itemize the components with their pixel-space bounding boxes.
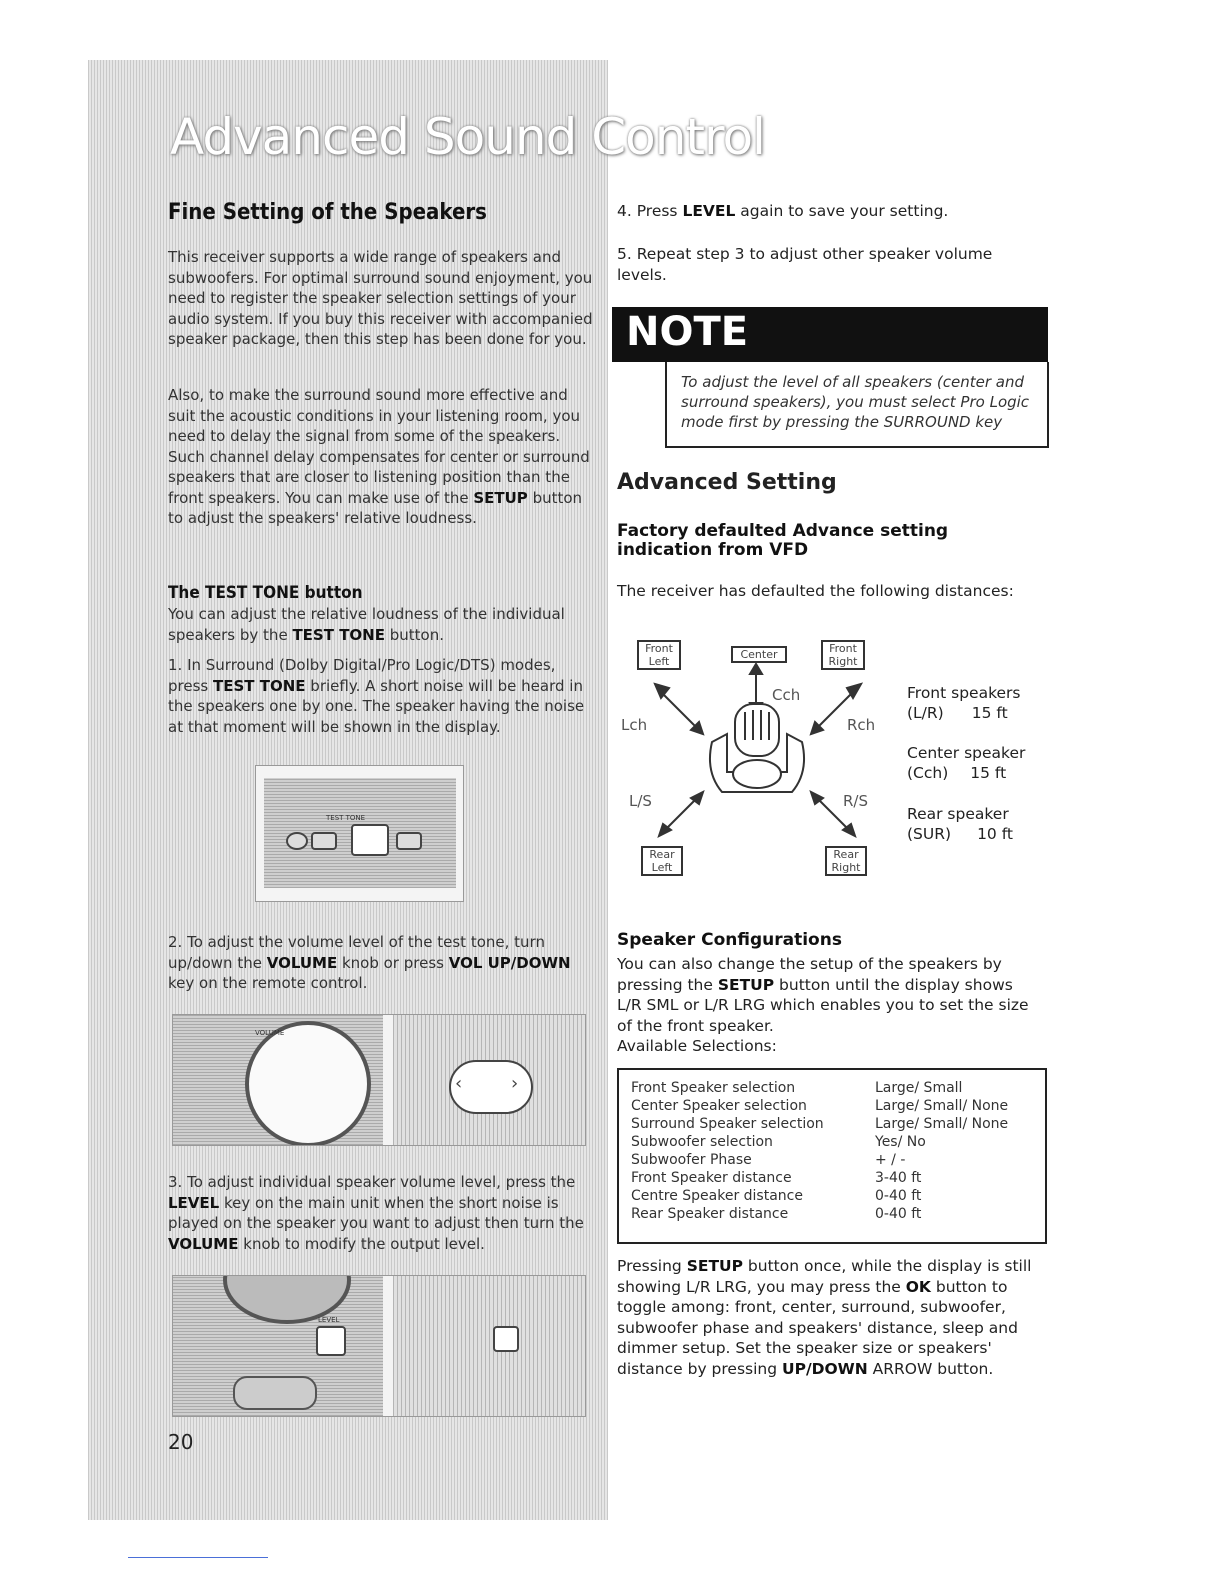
step-3: 3. To adjust individual speaker volume level, press the LEVEL key on the main unit when the short noise is played on the speaker you want to adjust then turn the VOLUME knob to modify the output level. bbox=[168, 1173, 584, 1253]
table-row: Front Speaker distance 3-40 ft bbox=[631, 1170, 922, 1186]
footer-rule bbox=[128, 1557, 268, 1558]
volume-photo: VOLUME ‹ › bbox=[172, 1014, 586, 1146]
center-speaker: Center bbox=[731, 646, 787, 663]
factory-default-text: The receiver has defaulted the following distances: bbox=[617, 582, 1014, 600]
test-tone-paragraph: You can adjust the relative loudness of the individual speakers by the TEST TONE button. bbox=[168, 605, 565, 644]
front-right-speaker: Front Right bbox=[821, 640, 865, 670]
front-left-speaker: Front Left bbox=[637, 640, 681, 670]
cch-label: Cch bbox=[772, 686, 801, 704]
intro-paragraph: This receiver supports a wide range of speakers and subwoofers. For optimal surround sound enjoyment, you need to register the speaker selection settings of your audio system. If you buy this receiver with accompanied speaker package, then this step has been done for you. bbox=[168, 248, 593, 348]
test-tone-photo: TEST TONE bbox=[255, 765, 464, 902]
rch-label: Rch bbox=[847, 716, 876, 734]
step-1: 1. In Surround (Dolby Digital/Pro Logic/DTS) modes, press TEST TONE briefly. A short noise will be heard in the speakers one by one. The speaker having the noise at that moment will be shown in the display. bbox=[168, 656, 585, 736]
spec-center: Center speaker (Cch) 15 ft bbox=[907, 744, 1026, 782]
fine-setting-heading: Fine Setting of the Speakers bbox=[168, 200, 487, 225]
table-row: Subwoofer Phase + / - bbox=[631, 1152, 906, 1168]
step-2: 2. To adjust the volume level of the test tone, turn up/down the VOLUME knob or press VOL UP/DOWN key on the remote control. bbox=[168, 933, 571, 992]
final-paragraph: Pressing SETUP button once, while the display is still showing L/R LRG, you may press the OK button to toggle among: front, center, surround, subwoofer, subwoofer phase and speakers' distance, sleep and dimmer setup. Set the speaker size or speakers' distance by pressing UP/DOWN ARROW button. bbox=[617, 1257, 1032, 1378]
spec-rear: Rear speaker (SUR) 10 ft bbox=[907, 805, 1013, 843]
factory-default-heading: Factory defaulted Advance setting indication from VFD bbox=[617, 521, 949, 560]
lch-label: Lch bbox=[621, 716, 648, 734]
speaker-config-text: You can also change the setup of the speakers by pressing the SETUP button until the display shows L/R SML or L/R LRG which enables you to set the size of the front speaker. bbox=[617, 955, 1029, 1035]
table-row: Subwoofer selection Yes/ No bbox=[631, 1134, 926, 1150]
speaker-layout-diagram bbox=[617, 622, 897, 884]
rs-label: R/S bbox=[843, 792, 868, 810]
table-row: Centre Speaker distance 0-40 ft bbox=[631, 1188, 922, 1204]
step-5: 5. Repeat step 3 to adjust other speaker volume levels. bbox=[617, 245, 993, 284]
speaker-config-heading: Speaker Configurations bbox=[617, 930, 842, 950]
rear-left-speaker: Rear Left bbox=[641, 846, 683, 876]
delay-paragraph: Also, to make the surround sound more effective and suit the acoustic conditions in your listening room, you need to delay the signal from some of the speakers. Such channel delay compensates for center or surround speakers that are closer to listening position than the front speakers. You can make use of the SETUP button to adjust the speakers' relative loudness. bbox=[168, 386, 590, 527]
table-row: Rear Speaker distance 0-40 ft bbox=[631, 1206, 922, 1222]
test-tone-heading: The TEST TONE button bbox=[168, 583, 363, 603]
table-row: Front Speaker selection Large/ Small bbox=[631, 1080, 963, 1096]
note-banner: NOTE bbox=[612, 307, 1048, 362]
table-row: Center Speaker selection Large/ Small/ None bbox=[631, 1098, 1009, 1114]
note-box: To adjust the level of all speakers (center and surround speakers), you must select Pro Logic mode first by pressing the SURROUND key bbox=[665, 362, 1049, 448]
page-number: 20 bbox=[168, 1430, 194, 1454]
page-title: Advanced Sound Control bbox=[170, 108, 765, 166]
volume-knob-image bbox=[245, 1021, 371, 1146]
ls-label: L/S bbox=[629, 792, 652, 810]
table-row: Surround Speaker selection Large/ Small/ None bbox=[631, 1116, 1009, 1132]
test-tone-button-image bbox=[351, 824, 389, 856]
advanced-setting-heading: Advanced Setting bbox=[617, 470, 837, 495]
level-button-image bbox=[316, 1326, 346, 1356]
selections-table bbox=[617, 1068, 1047, 1244]
step-4: 4. Press LEVEL again to save your setting. bbox=[617, 202, 949, 220]
rear-right-speaker: Rear Right bbox=[825, 846, 867, 876]
spec-front: Front speakers (L/R) 15 ft bbox=[907, 684, 1021, 722]
level-photo: LEVEL bbox=[172, 1275, 586, 1417]
available-selections-label: Available Selections: bbox=[617, 1037, 777, 1055]
